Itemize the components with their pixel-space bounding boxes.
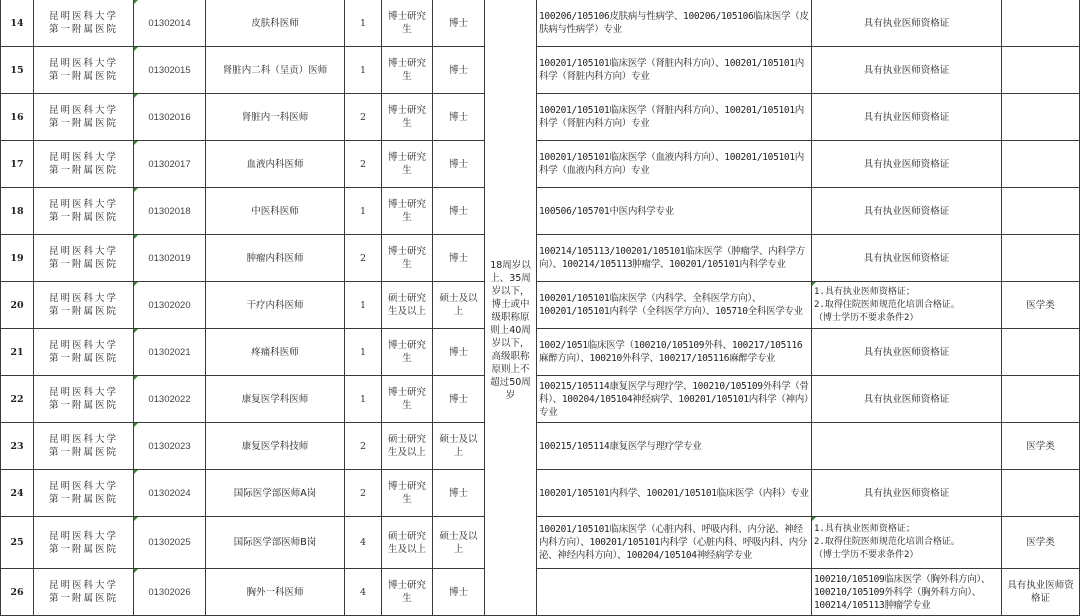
table-row bbox=[1, 235, 1080, 282]
row-number-cell[interactable]: 26 bbox=[1, 569, 34, 616]
table-row bbox=[1, 282, 1080, 329]
headcount-cell[interactable]: 1 bbox=[345, 47, 382, 94]
post-code-cell[interactable] bbox=[134, 0, 206, 47]
category-cell[interactable] bbox=[1002, 188, 1080, 235]
row-number-cell[interactable]: 24 bbox=[1, 470, 34, 517]
unit-cell[interactable] bbox=[34, 141, 134, 188]
requirement-line: 2.取得住院医师规范化培训合格证。 bbox=[814, 299, 960, 310]
comment-marker-icon bbox=[134, 282, 138, 286]
other-requirement-cell[interactable]: 具有执业医师资格证 bbox=[812, 0, 1002, 47]
table-row bbox=[1, 329, 1080, 376]
headcount-cell[interactable]: 1 bbox=[345, 329, 382, 376]
headcount-cell[interactable]: 1 bbox=[345, 188, 382, 235]
post-code: 01302022 bbox=[148, 393, 191, 405]
comment-marker-icon bbox=[812, 282, 816, 286]
comment-marker-icon bbox=[134, 569, 138, 573]
category-cell[interactable]: 医学类 bbox=[1002, 423, 1080, 470]
post-name-cell[interactable]: 国际医学部医师B岗 bbox=[206, 517, 345, 569]
comment-marker-icon bbox=[134, 188, 138, 192]
unit-line2: 第一附属医院 bbox=[48, 24, 118, 35]
unit-line2: 第一附属医院 bbox=[48, 543, 118, 555]
headcount-cell[interactable]: 4 bbox=[345, 517, 382, 569]
comment-marker-icon bbox=[812, 517, 816, 521]
other-requirement-cell[interactable]: 具有执业医师资格证 bbox=[812, 94, 1002, 141]
comment-marker-icon bbox=[134, 0, 138, 4]
table-row bbox=[1, 470, 1080, 517]
headcount-cell[interactable]: 2 bbox=[345, 94, 382, 141]
education-cell[interactable]: 博士研究生 bbox=[382, 376, 433, 423]
education-cell[interactable]: 博士研究生 bbox=[382, 94, 433, 141]
unit-line2: 第一附属医院 bbox=[48, 494, 118, 505]
comment-marker-icon bbox=[134, 47, 138, 51]
post-code-cell[interactable] bbox=[134, 376, 206, 423]
unit-line1: 昆明医科大学 bbox=[48, 530, 118, 542]
unit-line1: 昆明医科大学 bbox=[48, 105, 118, 116]
unit-cell[interactable] bbox=[34, 329, 134, 376]
unit-line2: 第一附属医院 bbox=[48, 259, 118, 270]
major-cell[interactable]: 1002/1051临床医学（100210/105109外科、100217/105116麻醉方向）、100210外科学、100217/105116麻醉学专业 bbox=[537, 329, 812, 376]
unit-line1: 昆明医科大学 bbox=[48, 11, 118, 22]
post-code-cell[interactable] bbox=[134, 569, 206, 616]
unit-line2: 第一附属医院 bbox=[48, 71, 118, 82]
degree-cell[interactable]: 博士 bbox=[433, 47, 485, 94]
unit-line1: 昆明医科大学 bbox=[48, 58, 118, 69]
degree-cell[interactable]: 博士 bbox=[433, 235, 485, 282]
unit-line2: 第一附属医院 bbox=[48, 447, 118, 458]
comment-marker-icon bbox=[134, 376, 138, 380]
post-code: 01302019 bbox=[148, 252, 191, 264]
requirement-line: 1.具有执业医师资格证； bbox=[814, 524, 915, 534]
category-cell[interactable] bbox=[1002, 47, 1080, 94]
row-number-cell[interactable]: 19 bbox=[1, 235, 34, 282]
comment-marker-icon bbox=[134, 329, 138, 333]
education-cell[interactable]: 硕士研究生及以上 bbox=[382, 282, 433, 329]
unit-line2: 第一附属医院 bbox=[48, 306, 118, 317]
comment-marker-icon bbox=[134, 517, 138, 521]
category-cell[interactable] bbox=[1002, 0, 1080, 47]
unit-line2: 第一附属医院 bbox=[48, 353, 118, 364]
major-cell[interactable]: 100201/105101临床医学（心脏内科、呼吸内科、内分泌、神经内科方向）、100201/105101内科学（心脏内科、呼吸内科、内分泌、神经内科方向）、100204/105104神经病学专业 bbox=[537, 517, 812, 569]
other-requirement-cell[interactable]: 具有执业医师资格证 bbox=[812, 235, 1002, 282]
other-requirement-cell[interactable]: 具有执业医师资格证 bbox=[812, 188, 1002, 235]
major-cell[interactable]: 100201/105101内科学、100201/105101临床医学（内科）专业 bbox=[537, 470, 812, 517]
major-cell[interactable]: 100506/105701中医内科学专业 bbox=[537, 188, 812, 235]
other-requirement-cell[interactable]: 具有执业医师资格证 bbox=[812, 329, 1002, 376]
unit-line2: 第一附属医院 bbox=[48, 212, 118, 223]
unit-cell[interactable] bbox=[34, 188, 134, 235]
post-code-cell[interactable] bbox=[134, 188, 206, 235]
table-row bbox=[1, 517, 1080, 569]
age-cell-blank[interactable] bbox=[485, 0, 537, 47]
degree-cell[interactable]: 博士 bbox=[433, 188, 485, 235]
education-cell[interactable]: 博士研究生 bbox=[382, 235, 433, 282]
category-cell[interactable] bbox=[1002, 235, 1080, 282]
unit-line2: 第一附属医院 bbox=[48, 400, 118, 411]
post-code: 01302014 bbox=[148, 17, 191, 29]
unit-cell[interactable] bbox=[34, 282, 134, 329]
degree-cell[interactable]: 博士 bbox=[433, 94, 485, 141]
degree-cell[interactable]: 硕士及以上 bbox=[433, 517, 485, 569]
table-row bbox=[1, 376, 1080, 423]
post-code-cell[interactable] bbox=[134, 282, 206, 329]
other-requirement-cell[interactable]: 具有执业医师资格证 bbox=[812, 141, 1002, 188]
unit-cell[interactable] bbox=[34, 517, 134, 569]
other-requirement-cell[interactable]: 具有执业医师资格证 bbox=[812, 376, 1002, 423]
post-code: 01302023 bbox=[148, 440, 191, 452]
post-name-cell[interactable]: 中医科医师 bbox=[206, 188, 345, 235]
unit-cell[interactable] bbox=[34, 569, 134, 616]
post-name-cell[interactable]: 康复医学科医师 bbox=[206, 376, 345, 423]
unit-cell[interactable] bbox=[34, 376, 134, 423]
degree-cell[interactable]: 博士 bbox=[433, 470, 485, 517]
comment-marker-icon bbox=[134, 141, 138, 145]
post-name-cell[interactable]: 国际医学部医师A岗 bbox=[206, 470, 345, 517]
unit-cell[interactable] bbox=[34, 47, 134, 94]
education-cell[interactable]: 博士研究生 bbox=[382, 188, 433, 235]
major-cell[interactable]: 100214/105113/100201/105101临床医学（肿瘤学、内科学方向）、100214/105113肿瘤学、100201/105101内科学专业 bbox=[537, 235, 812, 282]
post-name-cell[interactable]: 肾脏内一科医师 bbox=[206, 94, 345, 141]
table-row bbox=[1, 47, 1080, 94]
row-number-cell[interactable]: 25 bbox=[1, 517, 34, 569]
degree-cell[interactable]: 硕士及以上 bbox=[433, 423, 485, 470]
degree-cell[interactable]: 博士 bbox=[433, 376, 485, 423]
major-cell[interactable]: 100201/105101临床医学（内科学、全科医学方向）、100201/105101内科学（全科医学方向）、105710全科医学专业 bbox=[537, 282, 812, 329]
headcount-cell[interactable]: 2 bbox=[345, 141, 382, 188]
post-name-cell[interactable]: 疼痛科医师 bbox=[206, 329, 345, 376]
unit-cell[interactable] bbox=[34, 94, 134, 141]
headcount-cell[interactable]: 1 bbox=[345, 0, 382, 47]
post-code-cell[interactable] bbox=[134, 141, 206, 188]
unit-line1: 昆明医科大学 bbox=[48, 434, 118, 445]
post-code-cell[interactable] bbox=[134, 47, 206, 94]
row-number-cell[interactable]: 15 bbox=[1, 47, 34, 94]
unit-cell[interactable] bbox=[34, 235, 134, 282]
table-row bbox=[1, 0, 1080, 47]
education-cell[interactable]: 博士研究生 bbox=[382, 569, 433, 616]
education-cell[interactable]: 博士研究生 bbox=[382, 470, 433, 517]
post-code-cell[interactable] bbox=[134, 470, 206, 517]
row-number-cell[interactable]: 21 bbox=[1, 329, 34, 376]
post-code: 01302017 bbox=[148, 158, 191, 170]
headcount-cell[interactable]: 4 bbox=[345, 569, 382, 616]
major-cell[interactable]: 100210/105109临床医学（胸外科方向）、100210/105109外科学（胸外科方向）、100214/105113肿瘤学专业 bbox=[812, 569, 1002, 616]
post-code-cell[interactable] bbox=[134, 329, 206, 376]
unit-line1: 昆明医科大学 bbox=[48, 199, 118, 210]
category-cell[interactable] bbox=[1002, 329, 1080, 376]
other-requirement-cell[interactable] bbox=[812, 423, 1002, 470]
major-cell[interactable]: 100201/105101临床医学（血液内科方向）、100201/105101内科学（血液内科方向）专业 bbox=[537, 141, 812, 188]
unit-line1: 昆明医科大学 bbox=[48, 340, 118, 351]
unit-line1: 昆明医科大学 bbox=[48, 293, 118, 304]
degree-cell[interactable]: 博士 bbox=[433, 141, 485, 188]
headcount-cell[interactable]: 1 bbox=[345, 282, 382, 329]
post-name-cell[interactable]: 皮肤科医师 bbox=[206, 0, 345, 47]
other-requirement-cell[interactable] bbox=[812, 517, 1002, 569]
post-code-cell[interactable] bbox=[134, 423, 206, 470]
education-cell[interactable]: 博士研究生 bbox=[382, 0, 433, 47]
post-code-cell[interactable] bbox=[134, 94, 206, 141]
major-cell[interactable]: 100206/105106皮肤病与性病学、100206/105106临床医学（皮肤病与性病学）专业 bbox=[537, 0, 812, 47]
category-cell[interactable] bbox=[1002, 376, 1080, 423]
category-cell[interactable] bbox=[1002, 141, 1080, 188]
comment-marker-icon bbox=[134, 470, 138, 474]
unit-line2: 第一附属医院 bbox=[48, 593, 118, 604]
post-name-cell[interactable]: 胸外一科医师 bbox=[206, 569, 345, 616]
row-number-cell[interactable]: 17 bbox=[1, 141, 34, 188]
headcount-cell[interactable]: 2 bbox=[345, 423, 382, 470]
unit-cell[interactable] bbox=[34, 470, 134, 517]
education-cell[interactable]: 硕士研究生及以上 bbox=[382, 517, 433, 569]
degree-cell[interactable]: 博士 bbox=[433, 569, 485, 616]
degree-cell[interactable]: 博士 bbox=[433, 329, 485, 376]
post-code: 01302024 bbox=[148, 487, 191, 499]
major-cell[interactable]: 100215/105114康复医学与理疗学专业 bbox=[537, 423, 812, 470]
post-code: 01302018 bbox=[148, 205, 191, 217]
post-name-cell[interactable]: 血液内科医师 bbox=[206, 141, 345, 188]
other-requirement-cell[interactable]: 具有执业医师资格证 bbox=[812, 47, 1002, 94]
unit-line1: 昆明医科大学 bbox=[48, 481, 118, 492]
other-requirement-cell[interactable] bbox=[812, 282, 1002, 329]
table-row bbox=[1, 188, 1080, 235]
unit-cell[interactable] bbox=[34, 423, 134, 470]
age-cell-blank[interactable] bbox=[537, 569, 812, 616]
post-code-cell[interactable] bbox=[134, 235, 206, 282]
table-row bbox=[1, 423, 1080, 470]
other-requirement-cell[interactable]: 具有执业医师资格证 bbox=[812, 470, 1002, 517]
comment-marker-icon bbox=[134, 423, 138, 427]
degree-cell[interactable]: 博士 bbox=[433, 0, 485, 47]
post-name-cell[interactable]: 康复医学科技师 bbox=[206, 423, 345, 470]
row-number-cell[interactable]: 14 bbox=[1, 0, 34, 47]
category-cell[interactable]: 医学类 bbox=[1002, 517, 1080, 569]
table-row bbox=[1, 94, 1080, 141]
post-code: 01302025 bbox=[148, 537, 191, 548]
education-cell[interactable]: 博士研究生 bbox=[382, 141, 433, 188]
age-requirement-cell[interactable]: 18周岁以上、35周岁以下，博士或中级职称原则上40周岁以下，高级职称原则上不超过50周岁 bbox=[485, 47, 537, 616]
requirement-line: 1.具有执业医师资格证； bbox=[814, 286, 915, 297]
headcount-cell[interactable]: 2 bbox=[345, 235, 382, 282]
table-row bbox=[1, 141, 1080, 188]
category-cell[interactable] bbox=[1002, 470, 1080, 517]
row-number-cell[interactable]: 18 bbox=[1, 188, 34, 235]
post-code: 01302016 bbox=[148, 111, 191, 123]
row-number-cell[interactable]: 16 bbox=[1, 94, 34, 141]
unit-line1: 昆明医科大学 bbox=[48, 580, 118, 591]
category-cell[interactable]: 医学类 bbox=[1002, 282, 1080, 329]
unit-line2: 第一附属医院 bbox=[48, 165, 118, 176]
unit-line1: 昆明医科大学 bbox=[48, 152, 118, 163]
headcount-cell[interactable]: 1 bbox=[345, 376, 382, 423]
unit-line1: 昆明医科大学 bbox=[48, 387, 118, 398]
post-code: 01302015 bbox=[148, 64, 191, 76]
post-name-cell[interactable]: 肿瘤内科医师 bbox=[206, 235, 345, 282]
post-name-cell[interactable]: 肾脏内二科（呈贡）医师 bbox=[206, 47, 345, 94]
unit-cell[interactable] bbox=[34, 0, 134, 47]
other-requirement-cell[interactable]: 具有执业医师资格证 bbox=[1002, 569, 1080, 616]
post-code: 01302026 bbox=[148, 586, 191, 598]
row-number-cell[interactable]: 23 bbox=[1, 423, 34, 470]
requirement-line: （博士学历不要求条件2） bbox=[814, 312, 919, 323]
major-cell[interactable]: 100215/105114康复医学与理疗学、100210/105109外科学（骨科）、100204/105104神经病学、100201/105101内科学（神内）专业 bbox=[537, 376, 812, 423]
table-body bbox=[1, 0, 1080, 616]
education-cell[interactable]: 硕士研究生及以上 bbox=[382, 423, 433, 470]
unit-line2: 第一附属医院 bbox=[48, 118, 118, 129]
degree-cell[interactable]: 硕士及以上 bbox=[433, 282, 485, 329]
post-code-cell[interactable] bbox=[134, 517, 206, 569]
education-cell[interactable]: 博士研究生 bbox=[382, 47, 433, 94]
table-row bbox=[1, 569, 1080, 616]
comment-marker-icon bbox=[134, 235, 138, 239]
requirement-line: 2.取得住院医师规范化培训合格证。 bbox=[814, 537, 960, 547]
major-cell[interactable]: 100201/105101临床医学（肾脏内科方向）、100201/105101内科学（肾脏内科方向）专业 bbox=[537, 47, 812, 94]
unit-line1: 昆明医科大学 bbox=[48, 246, 118, 257]
comment-marker-icon bbox=[134, 94, 138, 98]
post-code: 01302021 bbox=[148, 346, 191, 358]
education-cell[interactable]: 博士研究生 bbox=[382, 329, 433, 376]
requirement-line: （博士学历不要求条件2） bbox=[814, 550, 919, 560]
major-cell[interactable]: 100201/105101临床医学（肾脏内科方向）、100201/105101内科学（肾脏内科方向）专业 bbox=[537, 94, 812, 141]
headcount-cell[interactable]: 2 bbox=[345, 470, 382, 517]
row-number-cell[interactable]: 22 bbox=[1, 376, 34, 423]
post-name-cell[interactable]: 干疗内科医师 bbox=[206, 282, 345, 329]
post-code: 01302020 bbox=[148, 299, 191, 311]
row-number-cell[interactable]: 20 bbox=[1, 282, 34, 329]
category-cell[interactable] bbox=[1002, 94, 1080, 141]
